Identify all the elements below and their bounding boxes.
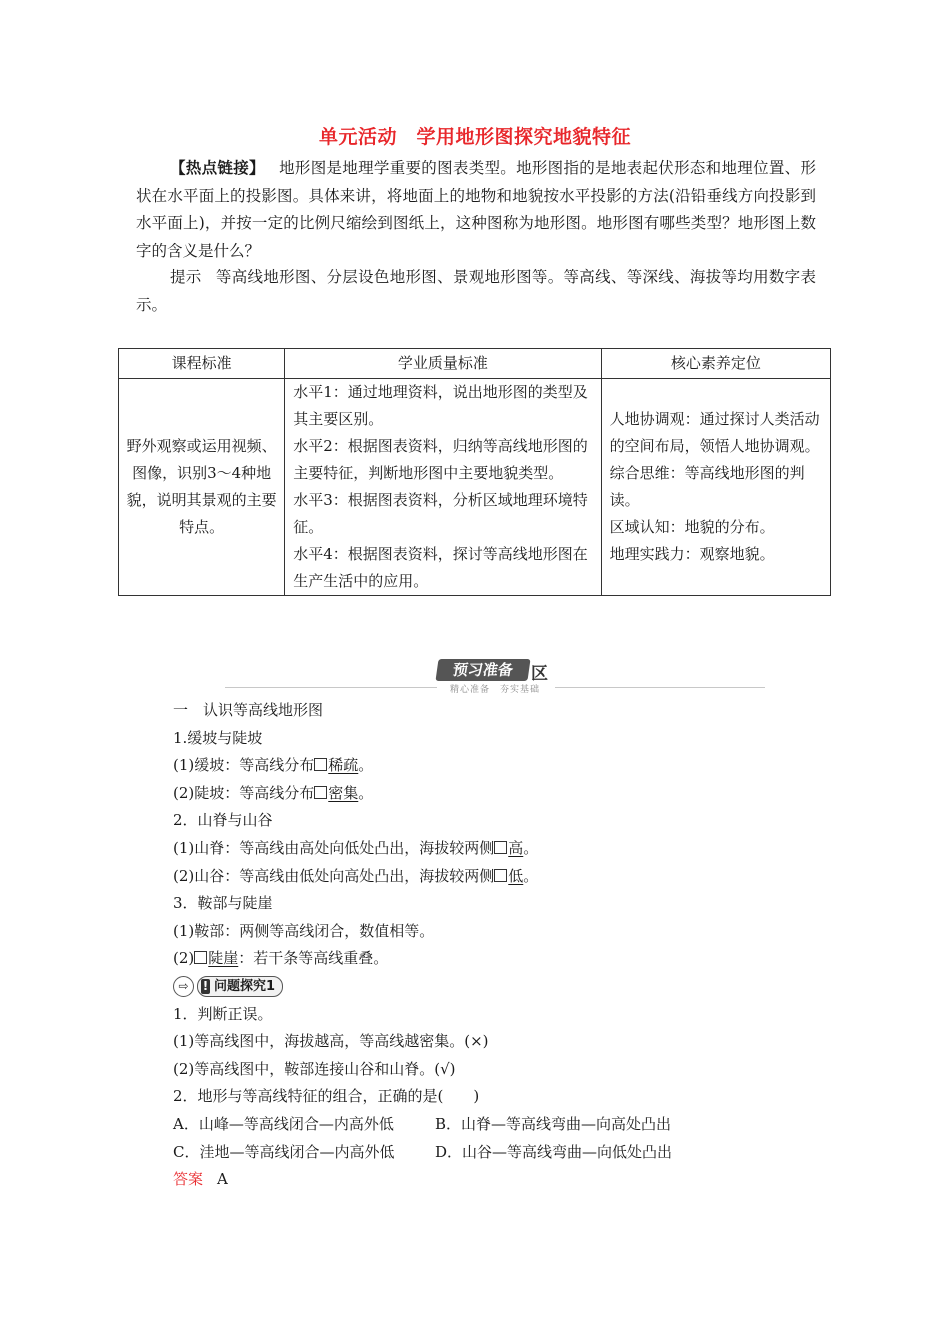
option-a: A．山峰—等高线闭合—内高外低 bbox=[173, 1114, 394, 1133]
banner-badge: 预习准备 bbox=[435, 659, 530, 681]
exclamation-icon: ! bbox=[202, 979, 209, 994]
literacy-1: 人地协调观：通过探讨人类活动的空间布局，领悟人地协调观。 bbox=[609, 410, 820, 455]
options-row-1 bbox=[173, 1111, 813, 1139]
arrow-right-icon: ⇨ bbox=[173, 976, 194, 997]
hotlink-label: 【热点链接】 bbox=[170, 158, 265, 177]
line-text: (1)山脊：等高线由高处向低处凸出，海拔较两侧 bbox=[173, 838, 495, 857]
hotlink-text: 地形图是地理学重要的图表类型。地形图指的是地表起伏形态和地理位置、形状在水平面上的投影图。具体来讲，将地面上的地物和地貌按水平投影的方法(沿铅垂线方向投影到水平面上)，并按一定的比例尺缩绘到图纸上，这种图称为地形图。地形图有哪些类型？地形图上数字的含义是什么？ bbox=[136, 159, 816, 260]
level-1: 水平1：通过地理资料，说出地形图的类型及其主要区别。 bbox=[293, 383, 588, 428]
banner-divider-right bbox=[555, 687, 765, 688]
hint-text: 等高线地形图、分层设色地形图、景观地形图等。等高线、等深线、海拔等均用数字表示。 bbox=[136, 268, 816, 314]
explore-badge-row bbox=[173, 973, 813, 1001]
banner-suffix: 区 bbox=[531, 664, 548, 684]
standards-table bbox=[118, 348, 831, 596]
subheading-slope: 1.缓坡与陡坡 bbox=[173, 728, 263, 747]
checkbox-icon bbox=[314, 758, 327, 771]
line-text: (1)缓坡：等高线分布 bbox=[173, 756, 315, 775]
explore-badge-label: 问题探究1 bbox=[214, 979, 276, 995]
hotlink-paragraph bbox=[136, 154, 816, 265]
header-core-literacy: 核心素养定位 bbox=[601, 349, 830, 379]
line-gentle-slope bbox=[173, 752, 813, 780]
line-text: 。 bbox=[358, 756, 374, 775]
explore-badge bbox=[173, 976, 283, 998]
answer-line bbox=[173, 1166, 813, 1194]
option-c: C．洼地—等高线闭合—内高外低 bbox=[173, 1142, 395, 1161]
question-1a: (1)等高线图中，海拔越高，等高线越密集。(×) bbox=[173, 1032, 489, 1051]
answer-label: 答案 bbox=[173, 1170, 204, 1189]
line-steep-slope bbox=[173, 780, 813, 808]
line-cliff bbox=[173, 945, 813, 973]
quality-standard-cell bbox=[285, 379, 601, 596]
line-text: 。 bbox=[523, 866, 539, 885]
banner-subtitle: 精心准备 夯实基础 bbox=[449, 685, 540, 695]
answer-fill bbox=[494, 839, 523, 857]
line-text: (2)山谷：等高线由低处向高处凸出，海拔较两侧 bbox=[173, 866, 495, 885]
line-saddle: (1)鞍部：两侧等高线闭合，数值相等。 bbox=[173, 921, 435, 940]
answer-text: 密集 bbox=[328, 783, 359, 802]
course-standard-cell: 野外观察或运用视频、图像，识别3～4种地貌，说明其景观的主要特点。 bbox=[119, 379, 285, 596]
checkbox-icon bbox=[494, 869, 507, 882]
options-row-2 bbox=[173, 1139, 813, 1167]
table-header-row bbox=[119, 349, 831, 379]
hint-paragraph bbox=[136, 264, 816, 319]
option-b: B．山脊—等高线弯曲—向高处凸出 bbox=[435, 1114, 672, 1133]
answer-text: 高 bbox=[508, 838, 524, 857]
line-text: ：若干条等高线重叠。 bbox=[238, 949, 389, 968]
answer-value: A bbox=[217, 1170, 228, 1189]
line-text: (2) bbox=[173, 949, 195, 968]
line-text: 。 bbox=[358, 783, 374, 802]
level-3: 水平3：根据图表资料，分析区域地理环境特征。 bbox=[293, 491, 588, 536]
answer-fill bbox=[314, 784, 358, 802]
answer-fill bbox=[194, 949, 238, 967]
explore-pill bbox=[197, 976, 283, 997]
checkbox-icon bbox=[194, 951, 207, 964]
hint-label: 提示 bbox=[170, 268, 202, 286]
checkbox-icon bbox=[494, 841, 507, 854]
subheading-saddle-cliff: 3．鞍部与陡崖 bbox=[173, 894, 273, 913]
answer-fill bbox=[314, 756, 358, 774]
question-1b: (2)等高线图中，鞍部连接山谷和山脊。(√) bbox=[173, 1059, 456, 1078]
table-row bbox=[119, 379, 831, 596]
literacy-3: 区域认知：地貌的分布。 bbox=[609, 518, 775, 536]
header-quality-standard: 学业质量标准 bbox=[285, 349, 601, 379]
line-valley bbox=[173, 863, 813, 891]
checkbox-icon bbox=[314, 786, 327, 799]
subheading-ridge-valley: 2．山脊与山谷 bbox=[173, 811, 273, 830]
question-1: 1．判断正误。 bbox=[173, 1004, 273, 1023]
level-2: 水平2：根据图表资料，归纳等高线地形图的主要特征，判断地形图中主要地貌类型。 bbox=[293, 437, 588, 482]
preview-section-banner bbox=[225, 657, 765, 697]
answer-text: 陡崖 bbox=[208, 949, 239, 968]
option-d: D．山谷—等高线弯曲—向低处凸出 bbox=[435, 1142, 673, 1161]
literacy-4: 地理实践力：观察地貌。 bbox=[609, 545, 775, 563]
line-ridge bbox=[173, 835, 813, 863]
page-title: 单元活动 学用地形图探究地貌特征 bbox=[318, 126, 631, 148]
line-text: 。 bbox=[523, 838, 539, 857]
question-2: 2．地形与等高线特征的组合，正确的是( ) bbox=[173, 1087, 480, 1106]
literacy-2: 综合思维：等高线地形图的判读。 bbox=[609, 464, 805, 509]
preview-content bbox=[173, 697, 813, 1194]
section-heading: 一 认识等高线地形图 bbox=[173, 701, 324, 719]
header-course-standard: 课程标准 bbox=[119, 349, 285, 379]
answer-text: 低 bbox=[508, 866, 524, 885]
level-4: 水平4：根据图表资料，探讨等高线地形图在生产生活中的应用。 bbox=[293, 545, 588, 590]
answer-fill bbox=[494, 867, 523, 885]
line-text: (2)陡坡：等高线分布 bbox=[173, 783, 315, 802]
core-literacy-cell bbox=[601, 379, 830, 596]
answer-text: 稀疏 bbox=[328, 756, 359, 775]
banner-divider-left bbox=[225, 687, 437, 688]
